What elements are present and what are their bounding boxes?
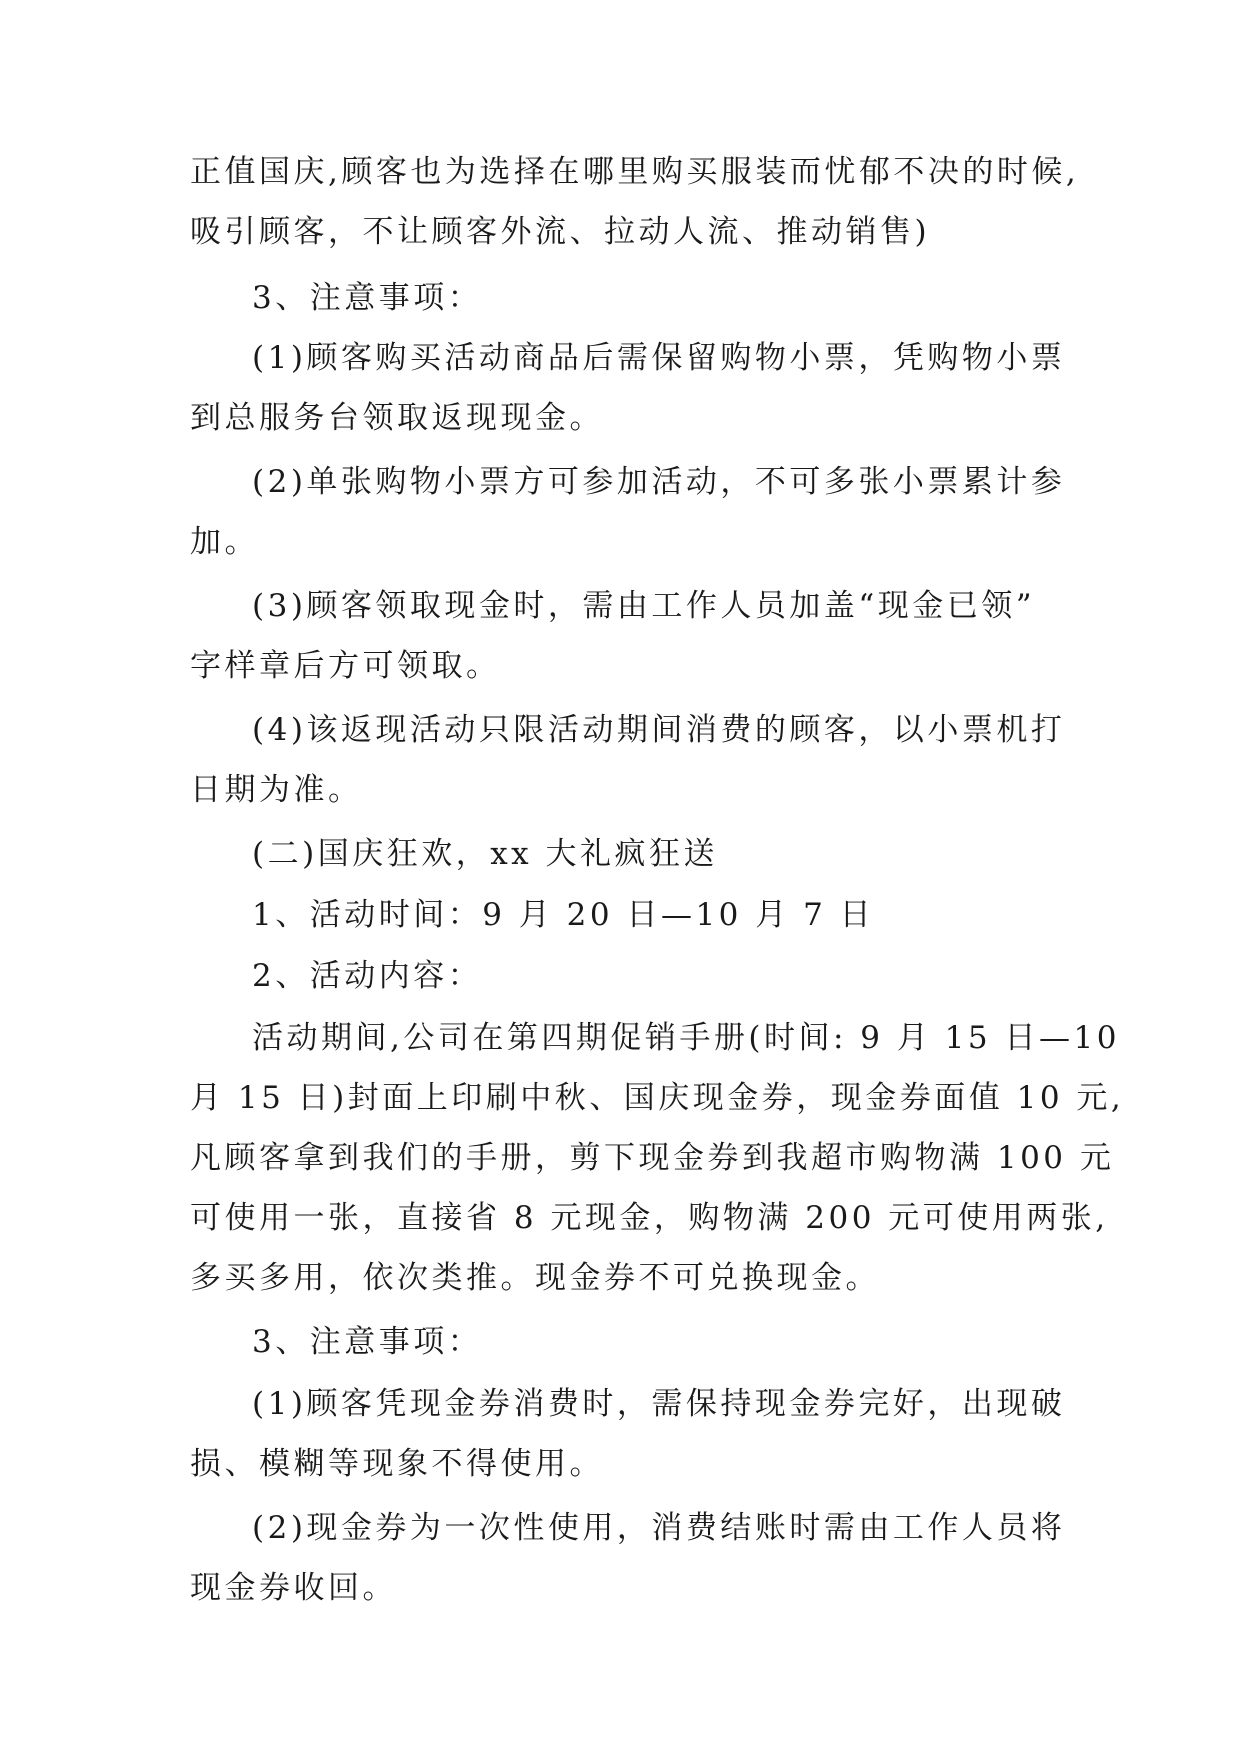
text-line: (2)现金券为一次性使用，消费结账时需由工作人员将 xyxy=(252,1510,1066,1546)
text-line: (4)该返现活动只限活动期间消费的顾客，以小票机打 xyxy=(252,712,1066,748)
text-line: 1、活动时间：9 月 20 日—10 月 7 日 xyxy=(252,897,875,933)
text-line: 活动期间,公司在第四期促销手册(时间: 9 月 15 日—10 xyxy=(252,1020,1120,1056)
text-line: 现金券收回。 xyxy=(190,1570,397,1606)
text-line: 加。 xyxy=(190,524,259,560)
text-line: 正值国庆,顾客也为选择在哪里购买服装而忧郁不决的时候, xyxy=(190,154,1080,190)
text-line: 损、模糊等现象不得使用。 xyxy=(190,1446,604,1482)
text-line: 凡顾客拿到我们的手册，剪下现金券到我超市购物满 100 元 xyxy=(190,1140,1115,1176)
text-line: 到总服务台领取返现现金。 xyxy=(190,400,604,436)
section-heading: 2、活动内容： xyxy=(252,958,483,994)
text-line: 可使用一张，直接省 8 元现金，购物满 200 元可使用两张, xyxy=(190,1200,1109,1236)
section-heading: 3、注意事项： xyxy=(252,280,483,316)
text-line: (1)顾客购买活动商品后需保留购物小票，凭购物小票 xyxy=(252,340,1066,376)
text-line: (1)顾客凭现金券消费时，需保持现金券完好，出现破 xyxy=(252,1386,1066,1422)
text-line: 吸引顾客，不让顾客外流、拉动人流、推动销售) xyxy=(190,214,931,250)
text-line: 多买多用，依次类推。现金券不可兑换现金。 xyxy=(190,1260,880,1296)
text-line: (2)单张购物小票方可参加活动，不可多张小票累计参 xyxy=(252,464,1066,500)
text-line: 月 15 日)封面上印刷中秋、国庆现金券，现金券面值 10 元, xyxy=(190,1080,1125,1116)
section-heading: 3、注意事项： xyxy=(252,1324,483,1360)
text-line: (3)顾客领取现金时，需由工作人员加盖“现金已领” xyxy=(252,588,1036,624)
section-heading: (二)国庆狂欢，xx 大礼疯狂送 xyxy=(252,836,719,872)
text-line: 日期为准。 xyxy=(190,772,363,808)
text-line: 字样章后方可领取。 xyxy=(190,648,501,684)
